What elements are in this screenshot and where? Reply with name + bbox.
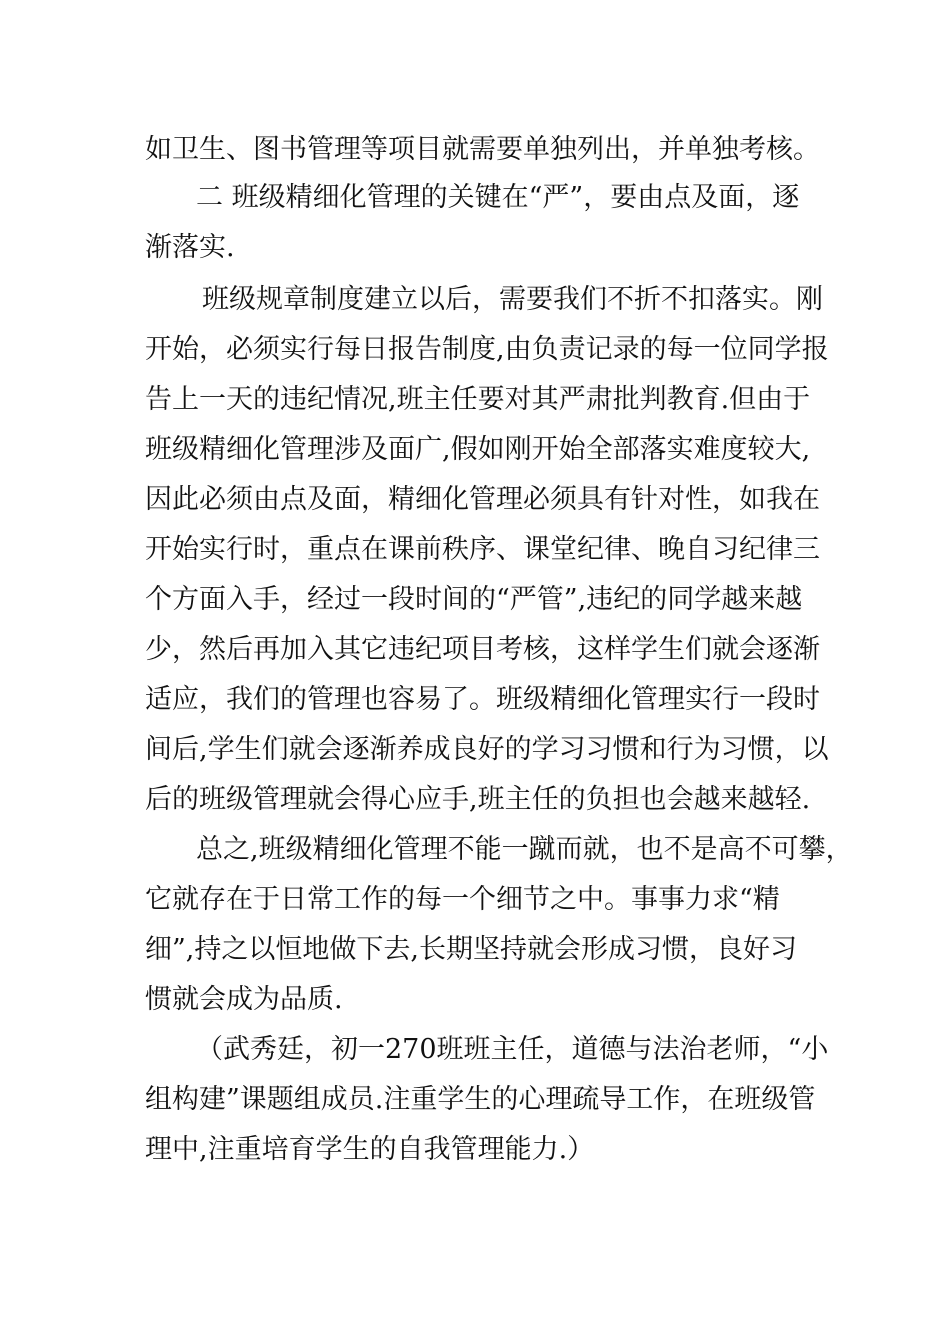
author-note-line: （武秀廷，初一270班班主任，道德与法治老师，“小 <box>196 1034 829 1065</box>
text-line: 个方面入手，经过一段时间的“严管”,违纪的同学越来越 <box>145 584 803 615</box>
text-line: 惯就会成为品质. <box>145 984 343 1015</box>
text-line: 它就存在于日常工作的每一个细节之中。事事力求“精 <box>145 884 780 915</box>
text-line: 细”,持之以恒地做下去,长期坚持就会形成习惯，良好习 <box>145 934 797 965</box>
text-line: 班级规章制度建立以后，需要我们不折不扣落实。刚 <box>202 284 823 315</box>
text-line: 告上一天的违纪情况,班主任要对其严肃批判教育.但由于 <box>145 384 811 415</box>
author-note-line: 组构建”课题组成员.注重学生的心理疏导工作，在班级管 <box>145 1084 816 1115</box>
text-line: 总之,班级精细化管理不能一蹴而就，也不是高不可攀， <box>196 834 853 865</box>
text-line: 因此必须由点及面，精细化管理必须具有针对性，如我在 <box>145 484 820 515</box>
text-line: 适应，我们的管理也容易了。班级精细化管理实行一段时 <box>145 684 820 715</box>
text-line: 开始实行时，重点在课前秩序、课堂纪律、晚自习纪律三 <box>145 534 820 565</box>
author-note-line: 理中,注重培育学生的自我管理能力.） <box>145 1134 595 1165</box>
text-line: 班级精细化管理涉及面广,假如刚开始全部落实难度较大, <box>145 434 811 465</box>
text-line: 开始，必须实行每日报告制度,由负责记录的每一位同学报 <box>145 334 829 365</box>
text-line: 间后,学生们就会逐渐养成良好的学习习惯和行为习惯，以 <box>145 734 829 765</box>
text-line: 后的班级管理就会得心应手,班主任的负担也会越来越轻. <box>145 784 811 815</box>
section-heading-line: 二 班级精细化管理的关键在“严”，要由点及面，逐 <box>196 182 800 213</box>
text-line: 少，然后再加入其它违纪项目考核，这样学生们就会逐渐 <box>145 634 820 665</box>
text-line: 如卫生、图书管理等项目就需要单独列出，并单独考核。 <box>145 134 820 165</box>
section-heading-line: 渐落实. <box>145 232 235 263</box>
